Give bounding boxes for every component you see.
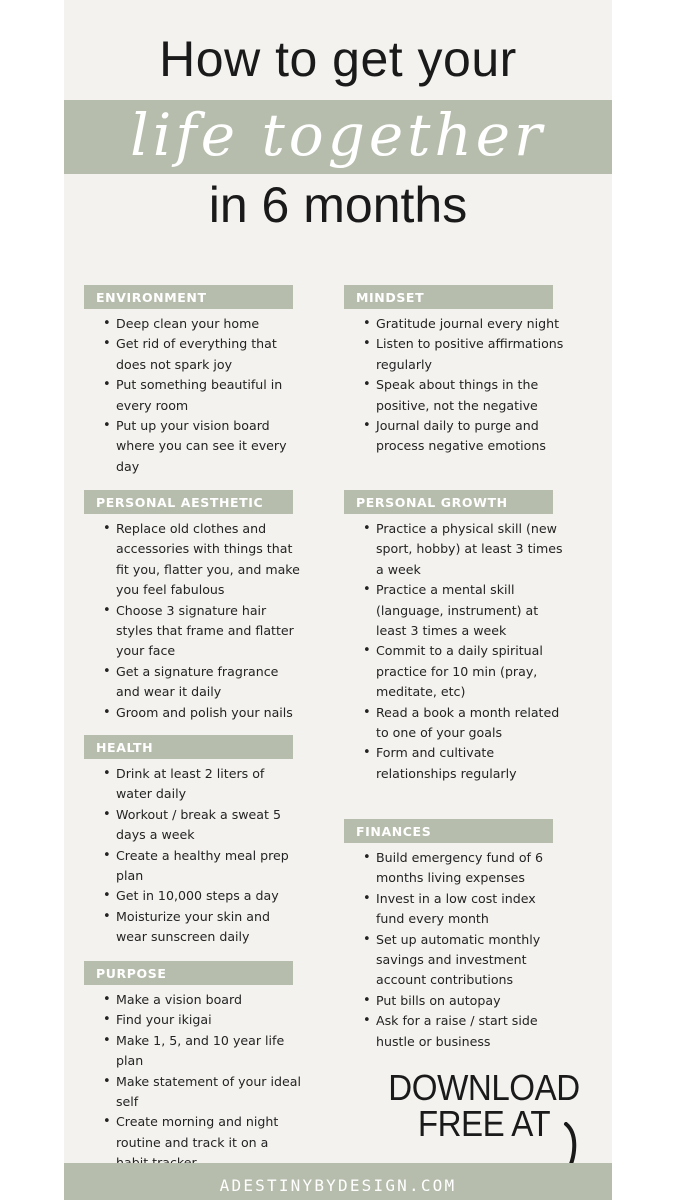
list-item: • Practice a physical skill (new sport, hobby) at least 3 times a week xyxy=(354,519,564,580)
list-item: • Invest in a low cost index fund every month xyxy=(354,889,564,930)
list-item: • Make 1, 5, and 10 year life plan xyxy=(94,1031,304,1072)
section-list-health xyxy=(94,764,304,948)
section-list-finances xyxy=(354,848,564,1052)
list-item: • Drink at least 2 liters of water daily xyxy=(94,764,304,805)
section-personal-aesthetic xyxy=(64,490,300,723)
list-item: • Choose 3 signature hair styles that frame and flatter your face xyxy=(94,601,304,662)
list-item: • Get a signature fragrance and wear it daily xyxy=(94,662,304,703)
list-item: • Practice a mental skill (language, instrument) at least 3 times a week xyxy=(354,580,564,641)
section-finances xyxy=(324,819,554,1052)
section-environment xyxy=(64,285,294,477)
section-header-finances: FINANCES xyxy=(344,819,553,843)
list-item: • Commit to a daily spiritual practice for 10 min (pray, meditate, etc) xyxy=(354,641,564,702)
list-item: • Make a vision board xyxy=(94,990,304,1010)
list-item: • Set up automatic monthly savings and investment account contributions xyxy=(354,930,564,991)
list-item: • Get in 10,000 steps a day xyxy=(94,886,304,906)
title-line-3: in 6 months xyxy=(208,177,468,233)
list-item: • Put something beautiful in every room xyxy=(94,375,304,416)
section-header-personal-aesthetic: PERSONAL AESTHETIC xyxy=(84,490,293,514)
section-list-mindset xyxy=(354,314,564,457)
section-header-purpose: PURPOSE xyxy=(84,961,293,985)
download-line-1: DOWNLOAD xyxy=(388,1067,580,1108)
section-list-personal-growth xyxy=(354,519,564,784)
section-list-environment xyxy=(94,314,304,477)
list-item: • Moisturize your skin and wear sunscreen daily xyxy=(94,907,304,948)
list-item: • Groom and polish your nails xyxy=(94,703,304,723)
section-personal-growth xyxy=(324,490,563,784)
section-list-personal-aesthetic xyxy=(94,519,304,723)
list-item: • Create a healthy meal prep plan xyxy=(94,846,304,887)
title-script: life together xyxy=(130,101,546,169)
list-item: • Build emergency fund of 6 months living expenses xyxy=(354,848,564,889)
section-list-purpose xyxy=(94,990,304,1174)
list-item: • Deep clean your home xyxy=(94,314,304,334)
section-purpose xyxy=(64,961,301,1174)
list-item: • Get rid of everything that does not spark joy xyxy=(94,334,304,375)
section-header-environment: ENVIRONMENT xyxy=(84,285,293,309)
section-header-personal-growth: PERSONAL GROWTH xyxy=(344,490,553,514)
section-header-mindset: MINDSET xyxy=(344,285,553,309)
infographic-poster xyxy=(64,0,612,1200)
section-mindset xyxy=(324,285,564,457)
list-item: • Gratitude journal every night xyxy=(354,314,564,334)
title-line-1: How to get your xyxy=(159,31,517,87)
list-item: • Workout / break a sweat 5 days a week xyxy=(94,805,304,846)
section-health xyxy=(64,735,294,948)
list-item: • Form and cultivate relationships regularly xyxy=(354,743,564,784)
list-item: • Put up your vision board where you can see it every day xyxy=(94,416,304,477)
list-item: • Ask for a raise / start side hustle or business xyxy=(354,1011,564,1052)
list-item: • Journal daily to purge and process negative emotions xyxy=(354,416,564,457)
list-item: • Listen to positive affirmations regularly xyxy=(354,334,564,375)
list-item: • Create morning and night routine and track it on a xyxy=(94,1112,304,1173)
list-item: • Replace old clothes and accessories with things that fit you, flatter you, and make you feel fabulous xyxy=(94,519,304,601)
list-item: • Make statement of your ideal self xyxy=(94,1072,304,1113)
list-item: • Put bills on autopay xyxy=(354,991,564,1011)
list-item: • Find your ikigai xyxy=(94,1010,304,1030)
download-line-2: FREE AT xyxy=(417,1103,551,1144)
footer-url[interactable]: ADESTINYBYDESIGN.COM xyxy=(64,1163,612,1200)
list-item: • Speak about things in the positive, not the negative xyxy=(354,375,564,416)
section-header-health: HEALTH xyxy=(84,735,293,759)
list-item: • Read a book a month related to one of your goals xyxy=(354,703,564,744)
